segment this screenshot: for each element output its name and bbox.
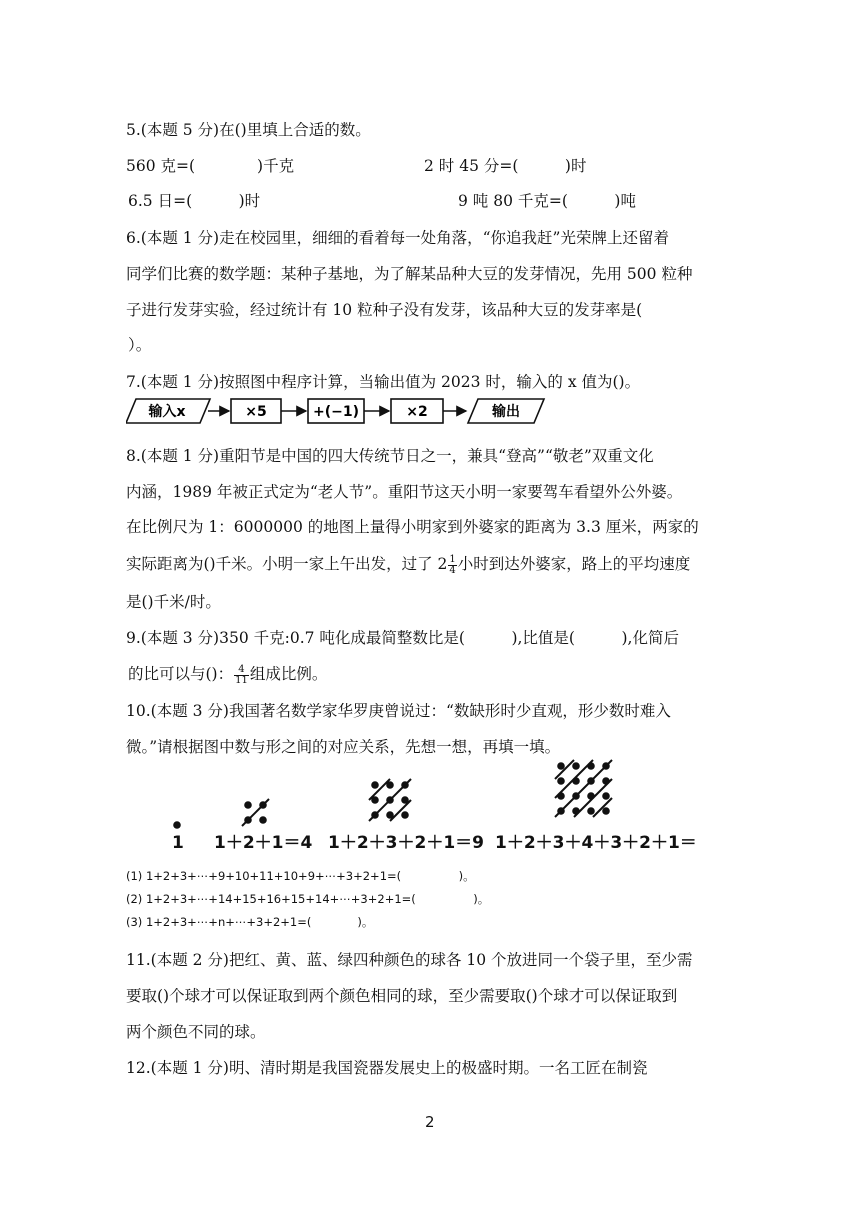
q5-blank-a: 560 克=( )千克 <box>126 157 295 175</box>
dot <box>259 816 267 824</box>
q10-sub-2: (2) 1+2+3+⋯+14+15+16+15+14+⋯+3+2+1=( )。 <box>126 892 490 906</box>
q10-sub-1: (1) 1+2+3+⋯+9+10+11+10+9+⋯+3+2+1=( )。 <box>126 869 475 883</box>
q10-sub-3: (3) 1+2+3+⋯+n+⋯+3+2+1=( )。 <box>126 915 374 929</box>
q9-line-2-b: 组成比例。 <box>249 665 328 683</box>
q11-line-1: 11.(本题 2 分)把红、黄、蓝、绿四种颜色的球各 10 个放进同一个袋子里，至少需 <box>126 951 693 969</box>
q11-line-2: 要取()个球才可以保证取到两个颜色相同的球，至少需要取()个球才可以保证取到 <box>126 987 678 1005</box>
flow-op1-label: ×5 <box>245 404 267 420</box>
q6-line-1: 6.(本题 1 分)走在校园里，细细的看着每一处角落，“你追我赶”光荣牌上还留着 <box>126 229 669 247</box>
q7-flowchart <box>126 395 546 427</box>
dot-grid-4 <box>555 760 612 817</box>
q5-blank-b: 2 时 45 分=( )时 <box>424 157 587 175</box>
q5-stem: 5.(本题 5 分)在()里填上合适的数。 <box>126 121 371 139</box>
dot <box>602 807 610 815</box>
q8-line-4-b: 小时到达外婆家，路上的平均速度 <box>457 555 691 573</box>
dot-grid-1 <box>173 821 181 829</box>
mixed-fraction <box>448 555 456 576</box>
q9-line-2-a: 的比可以与()： <box>128 665 234 683</box>
flow-output-label: 输出 <box>492 404 520 420</box>
dot <box>602 792 610 800</box>
q11-line-3: 两个颜色不同的球。 <box>126 1023 266 1041</box>
equation-1: 1 <box>172 833 184 853</box>
dot <box>173 821 181 829</box>
dot-pattern-figure <box>120 755 720 835</box>
dot-grid-2 <box>242 799 269 826</box>
page-number: 2 <box>425 1113 435 1131</box>
dot-grid-3 <box>369 779 411 821</box>
q8-line-4-a: 实际距离为()千米。小明一家上午出发，过了 2 <box>126 555 448 573</box>
dot <box>572 762 580 770</box>
q5-blank-c: 6.5 日=( )时 <box>128 192 261 210</box>
fraction-numerator: 4 <box>234 665 249 676</box>
diagonal-line <box>369 779 390 800</box>
dot <box>401 811 409 819</box>
q7-stem: 7.(本题 1 分)按照图中程序计算，当输出值为 2023 时，输入的 x 值为()。 <box>126 373 641 391</box>
dot <box>244 801 252 809</box>
q8-line-4 <box>126 554 690 576</box>
q8-line-1: 8.(本题 1 分)重阳节是中国的四大传统节日之一，兼具“登高”“敬老”双重文化 <box>126 447 654 465</box>
q10-line-1: 10.(本题 3 分)我国著名数学家华罗庚曾说过：“数缺形时少直观，形少数时难入 <box>126 702 671 720</box>
q8-line-2: 内涵，1989 年被正式定为“老人节”。重阳节这天小明一家要驾车看望外公外婆。 <box>126 483 683 501</box>
dot <box>557 777 565 785</box>
fraction-numerator: 1 <box>449 553 456 565</box>
q6-line-3: 子进行发芽实验，经过统计有 10 粒种子没有发芽，该品种大豆的发芽率是( <box>126 301 643 319</box>
equation-4: 1＋2＋3＋4＋3＋2＋1＝ <box>495 833 697 853</box>
q10-line-2: 微。”请根据图中数与形之间的对应关系，先想一想，再填一填。 <box>126 738 561 756</box>
equation-2: 1＋2＋1＝4 <box>214 833 313 853</box>
diagonal-line <box>593 798 612 817</box>
diagonal-line <box>555 760 574 779</box>
dot <box>587 807 595 815</box>
flow-input-label: 输入x <box>148 404 186 420</box>
q6-line-2: 同学们比赛的数学题：某种子基地，为了解某品种大豆的发芽情况，先用 500 粒种 <box>126 265 693 283</box>
equation-3: 1＋2＋3＋2＋1＝9 <box>328 833 484 853</box>
dot <box>371 781 379 789</box>
flow-op2-label: +(−1) <box>313 404 359 420</box>
flow-op3-label: ×2 <box>406 404 428 420</box>
q5-blank-d: 9 吨 80 千克=( )吨 <box>458 192 636 210</box>
q12-line-1: 12.(本题 1 分)明、清时期是我国瓷器发展史上的极盛时期。一名工匠在制瓷 <box>126 1059 648 1077</box>
q9-line-1: 9.(本题 3 分)350 千克:0.7 吨化成最简整数比是( ),比值是( ),化简后 <box>126 629 679 647</box>
fraction-denominator: 11 <box>235 674 248 686</box>
diagonal-line <box>390 800 411 821</box>
q8-line-3: 在比例尺为 1：6000000 的地图上量得小明家到外婆家的距离为 3.3 厘米，两家的 <box>126 518 699 536</box>
q6-line-4: ）。 <box>128 336 152 354</box>
dot-grids <box>173 760 612 829</box>
q9-line-2 <box>128 664 327 686</box>
q8-line-5: 是()千米/时。 <box>126 593 221 611</box>
dot <box>557 762 565 770</box>
ratio-fraction <box>234 665 249 686</box>
fraction-denominator: 4 <box>449 564 456 576</box>
